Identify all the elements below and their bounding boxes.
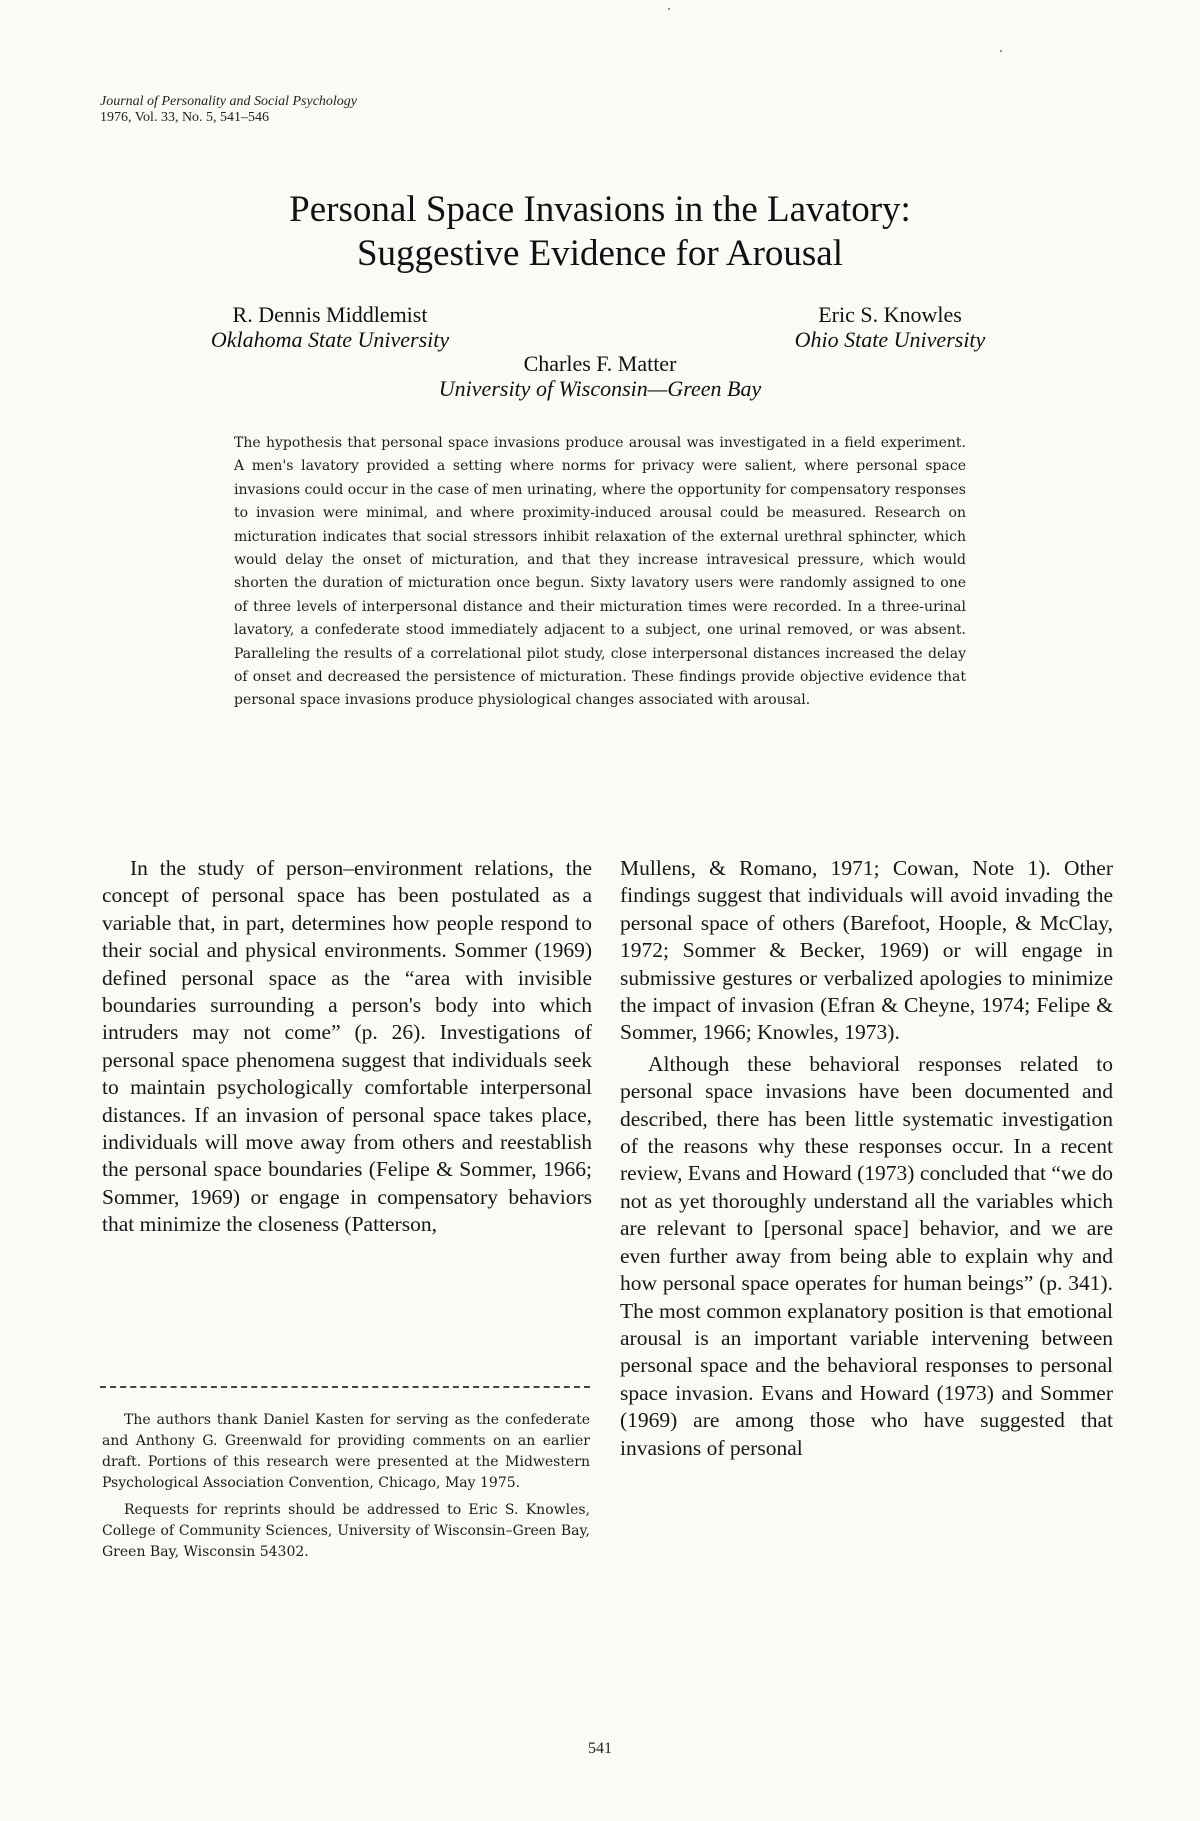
- author-affiliation: Ohio State University: [794, 327, 986, 352]
- title-line-1: Personal Space Invasions in the Lavatory:: [289, 189, 911, 230]
- footnote: Requests for reprints should be addressed to Eric S. Knowles, College of Community Sciences, University of Wisconsin–Green Bay, Green Bay, Wisconsin 54302.: [102, 1502, 590, 1560]
- scan-speck: [1000, 50, 1002, 52]
- title-line-2: Suggestive Evidence for Arousal: [356, 233, 844, 274]
- footnotes: [102, 1410, 590, 1569]
- scan-speck: [668, 8, 670, 10]
- article-title: [0, 188, 1200, 276]
- footnote: The authors thank Daniel Kasten for serving as the confederate and Anthony G. Greenwald for providing comments on an earlier draft. Portions of this research were presented at the Midwestern Psychological Association Convention, Chicago, May 1975.: [102, 1412, 590, 1491]
- body-column-right: [620, 855, 1113, 1462]
- body-paragraph: Although these behavioral responses related to personal space invasions have been documented and described, there has been little systematic investigation of the reasons why these responses occur. In a recent review, Evans and Howard (1973) concluded that “we do not as yet thoroughly understand all the variables which are relevant to [personal space] behavior, and we are even further away from being able to explain why and how personal space operates for human beings” (p. 341). The most common explanatory position is that emotional arousal is an important variable intervening between personal space and the behavioral responses to personal space invasion. Evans and Howard (1973) and Sommer (1969) are among those who have suggested that invasions of personal: [620, 1051, 1113, 1460]
- author-affiliation: Oklahoma State University: [210, 327, 450, 352]
- author-name: Eric S. Knowles: [818, 302, 962, 327]
- author-block: [725, 302, 1055, 352]
- author-affiliation: University of Wisconsin—Green Bay: [438, 376, 762, 401]
- author-name: R. Dennis Middlemist: [232, 302, 428, 327]
- body-paragraph: In the study of person–environment relations, the concept of personal space has been postulated as a variable that, in part, determines how people respond to their social and physical environments. Sommer (1969) defined personal space as the “area with invisible boundaries surrounding a person's body into which intruders may not come” (p. 26). Investigations of personal space phenomena suggest that individuals seek to maintain psychologically comfortable interpersonal distances. If an invasion of personal space takes place, individuals will move away from others and reestablish the personal space boundaries (Felipe & Sommer, 1966; Sommer, 1969) or engage in compensatory behaviors that minimize the closeness (Patterson,: [102, 856, 592, 1237]
- journal-header: [100, 94, 357, 126]
- author-block: [370, 351, 830, 401]
- page-number: 541: [588, 1740, 612, 1757]
- journal-name: Journal of Personality and Social Psychology: [100, 94, 358, 109]
- footnote-divider: [100, 1386, 590, 1388]
- author-block: [160, 302, 500, 352]
- journal-citation: 1976, Vol. 33, No. 5, 541–546: [100, 110, 270, 125]
- author-name: Charles F. Matter: [523, 351, 677, 376]
- abstract: The hypothesis that personal space invasions produce arousal was investigated in a field experiment. A men's lavatory provided a setting where norms for privacy were salient, where personal space invasions could occur in the case of men urinating, where the opportunity for compensatory responses to invasion were minimal, and where proximity-induced arousal could be measured. Research on micturation indicates that social stressors inhibit relaxation of the external urethral sphincter, which would delay the onset of micturation, and that they increase intravesical pressure, which would shorten the duration of micturation once begun. Sixty lavatory users were randomly assigned to one of three levels of interpersonal distance and their micturation times were recorded. In a three-urinal lavatory, a confederate stood immediately adjacent to a subject, one urinal removed, or was absent. Paralleling the results of a correlational pilot study, close interpersonal distances increased the delay of onset and decreased the persistence of micturation. These findings provide objective evidence that personal space invasions produce physiological changes associated with arousal.: [234, 435, 966, 709]
- body-column-left: [102, 855, 592, 1239]
- body-paragraph: Mullens, & Romano, 1971; Cowan, Note 1). Other findings suggest that individuals will avoid invading the personal space of others (Barefoot, Hoople, & McClay, 1972; Sommer & Becker, 1969) or will engage in submissive gestures or verbalized apologies to minimize the impact of invasion (Efran & Cheyne, 1974; Felipe & Sommer, 1966; Knowles, 1973).: [620, 856, 1113, 1045]
